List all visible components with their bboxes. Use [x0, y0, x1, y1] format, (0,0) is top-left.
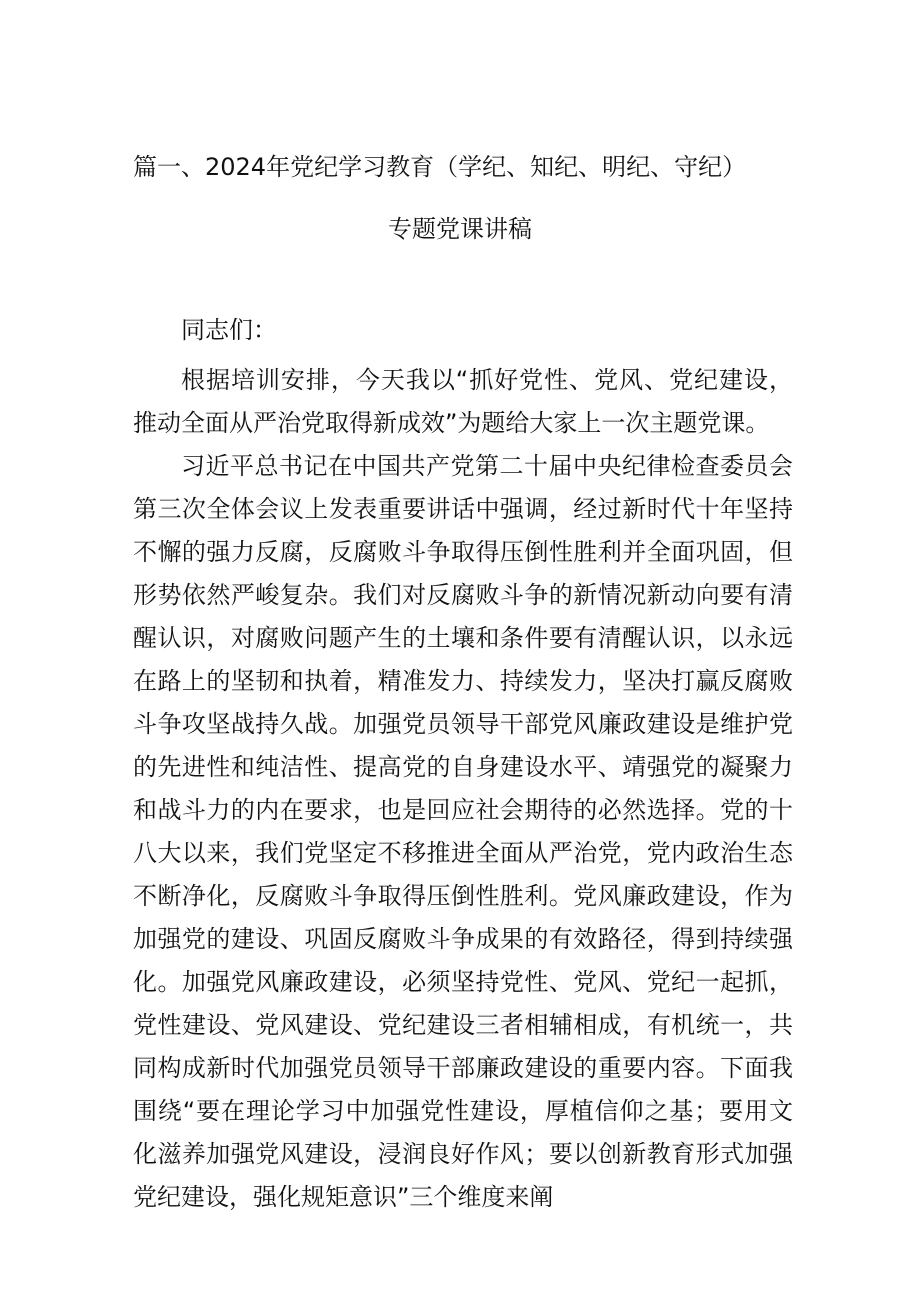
- paragraph-body: 习近平总书记在中国共产党第二十届中央纪律检查委员会第三次全体会议上发表重要讲话中强调，经过新时代十年坚持不懈的强力反腐，反腐败斗争取得压倒性胜利并全面巩固，但形势依然严峻复杂。我们对反腐败斗争的新情况新动向要有清醒认识，对腐败问题产生的土壤和条件要有清醒认识，以永远在路上的坚韧和执着，精准发力、持续发力，坚决打赢反腐败斗争攻坚战持久战。加强党员领导干部党风廉政建设是维护党的先进性和纯洁性、提高党的自身建设水平、靖强党的凝聚力和战斗力的内在要求，也是回应社会期待的必然选择。党的十八大以来，我们党坚定不移推进全面从严治党，党内政治生态不断净化，反腐败斗争取得压倒性胜利。党风廉政建设，作为加强党的建设、巩固反腐败斗争成果的有效路径，得到持续强化。加强党风廉政建设，必须坚持党性、党风、党纪一起抓，党性建设、党风建设、党纪建设三者相辅相成，有机统一，共同构成新时代加强党员领导干部廉政建设的重要内容。下面我围绕“要在理论学习中加强党性建设，厚植信仰之基；要用文化滋养加强党风建设，浸润良好作风；要以创新教育形式加强党纪建设，强化规矩意识”三个维度来阐: [133, 452, 793, 1211]
- paragraph-intro: 根据培训安排，今天我以“抓好党性、党风、党纪建设，推动全面从严治党取得新成效”为题给大家上一次主题党课。: [133, 366, 793, 437]
- document-title-line-1: 篇一、2024年党纪学习教育（学纪、知纪、明纪、守纪）: [133, 153, 747, 181]
- salutation: 同志们：: [181, 316, 277, 344]
- document-title-line-2: 专题党课讲稿: [388, 215, 532, 243]
